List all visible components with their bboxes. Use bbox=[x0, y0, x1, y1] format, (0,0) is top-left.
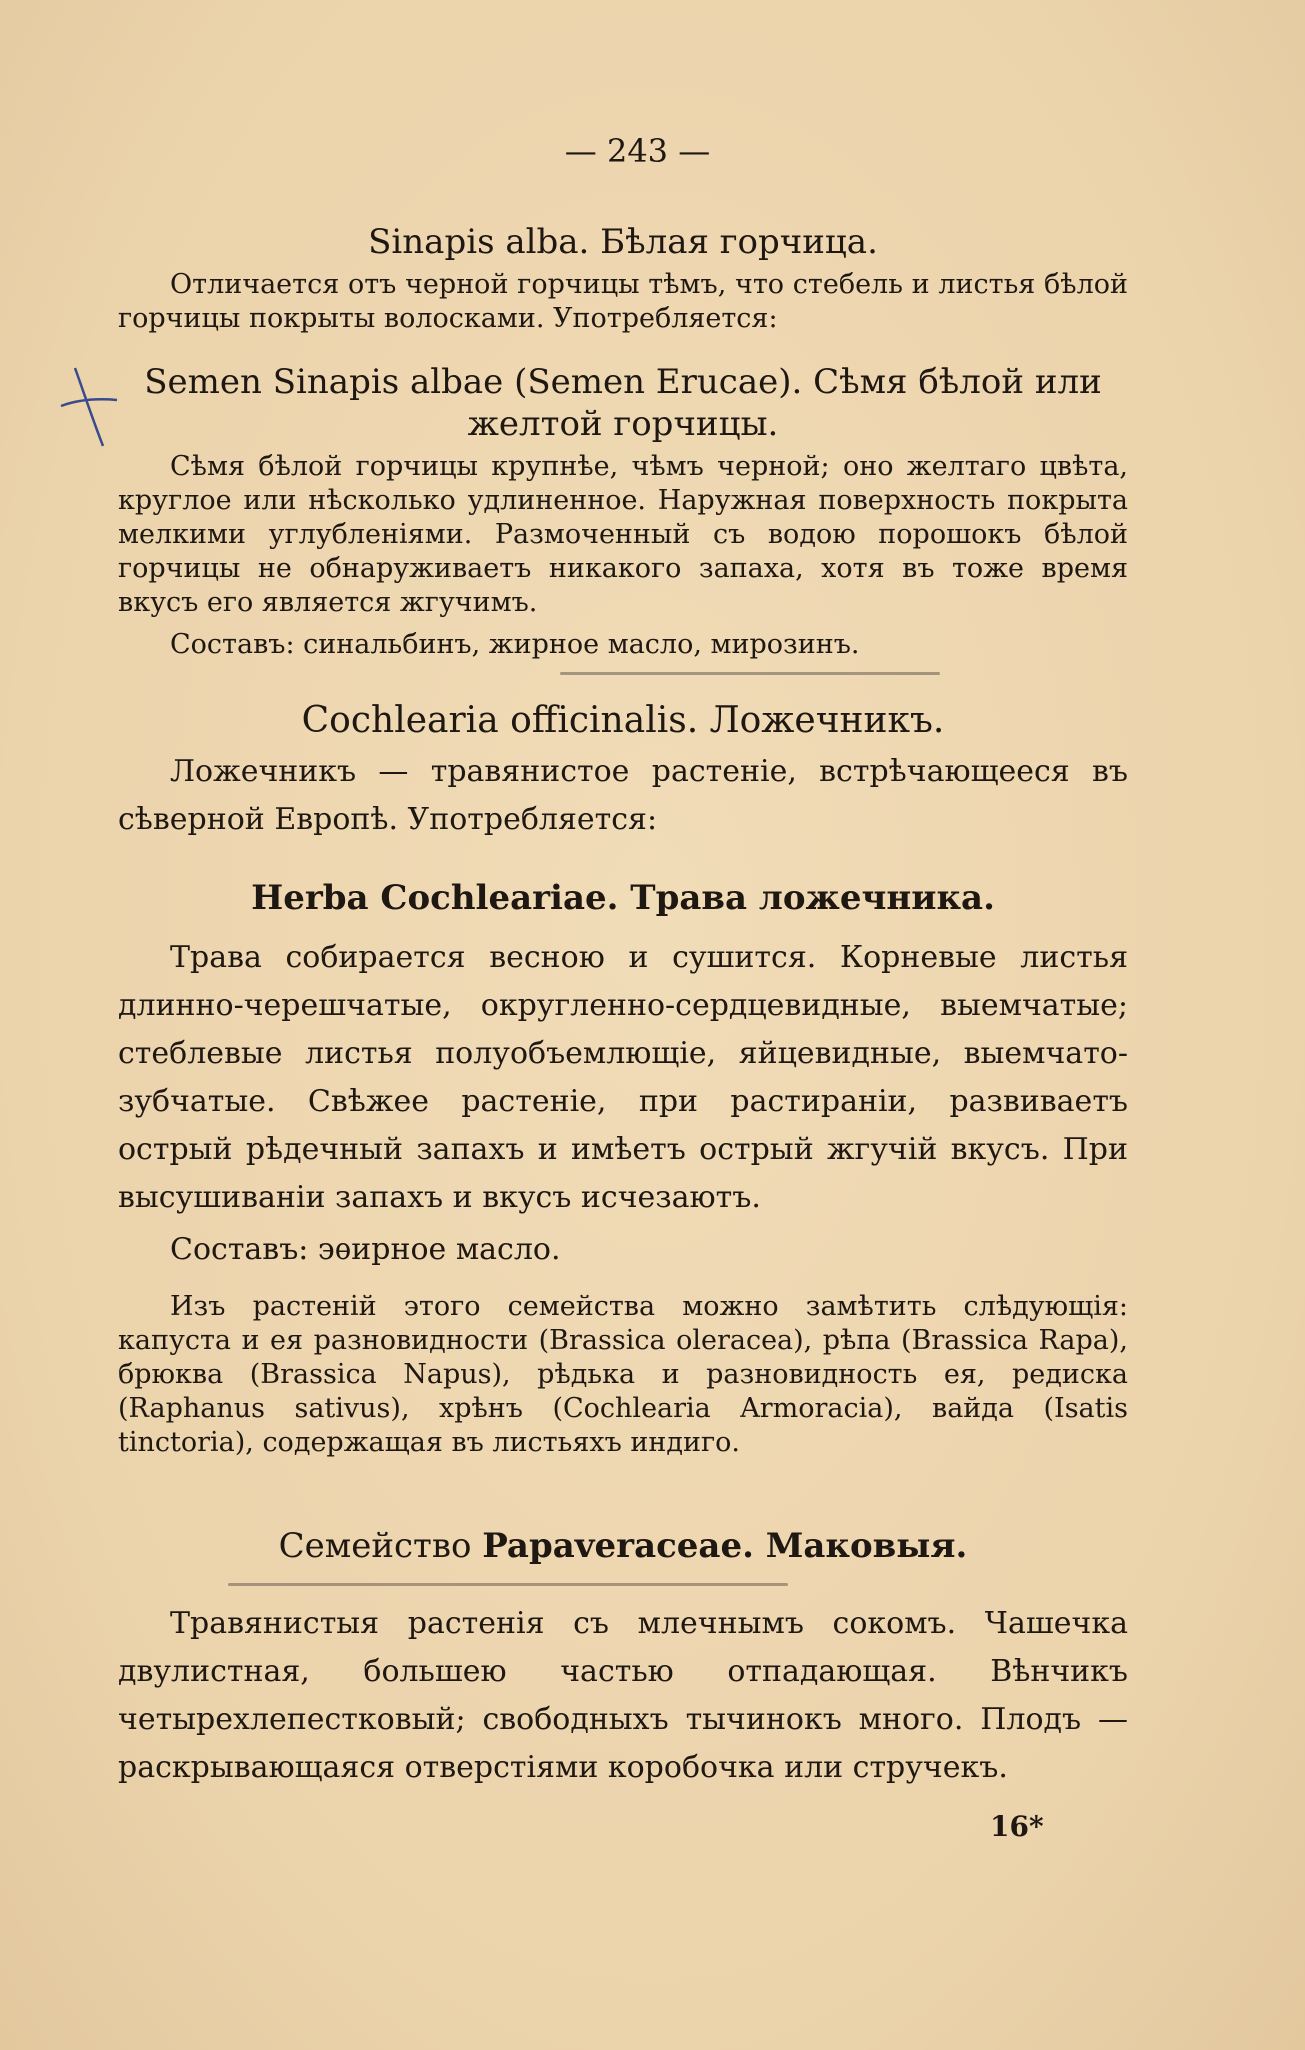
signature-mark: 16* bbox=[990, 1810, 1044, 1843]
papaveraceae-description: Травянистыя растенія съ млечнымъ сокомъ. Чашечка двулистная, большею частью отпадающая. Вѣнчикъ четырехлепестковый; свободныхъ тычинокъ много. Плодъ — раскрывающаяся отверстіями коробочка или стручекъ. bbox=[118, 1606, 1128, 1785]
papaveraceae-heading-name: Papaveraceae. Маковыя. bbox=[482, 1526, 968, 1566]
family-note: Изъ растеній этого семейства можно замѣтить слѣдующія: капуста и ея разновидности (Brassica oleracea), рѣпа (Brassica Rapa), брюква (Brassica Napus), рѣдька и разновидность ея, редиска (Raphanus sativus), хрѣнъ (Cochlearia Armoracia), вайда (Isatis tinctoria), содержащая въ листьяхъ индиго. bbox=[118, 1291, 1128, 1458]
cochlearia-herba-heading: Herba Cochleariae. Трава ложечника. bbox=[251, 878, 995, 918]
sinapis-semen-heading-line1: Semen Sinapis albae (Semen Erucae). Сѣмя бѣлой или bbox=[144, 362, 1102, 402]
sinapis-heading: Sinapis alba. Бѣлая горчица. bbox=[368, 222, 878, 262]
section-divider bbox=[560, 672, 940, 675]
cochlearia-description: Трава собирается весною и сушится. Корневые листья длинно-черешчатые, округленно-сердцевидные, выемчатые; стеблевые листья полуобъемлющіе, яйцевидные, выемчато-зубчатые. Свѣжее растеніе, при растираніи, развиваетъ острый рѣдечный запахъ и имѣетъ острый жгучій вкусъ. При высушиваніи запахъ и вкусъ исчезаютъ. bbox=[118, 940, 1128, 1215]
sinapis-intro: Отличается отъ черной горчицы тѣмъ, что стебель и листья бѣлой горчицы покрыты волосками. Употребляется: bbox=[118, 269, 1128, 334]
section-underline bbox=[228, 1583, 788, 1586]
cochlearia-intro: Ложечникъ — травянистое растеніе, встрѣчающееся въ сѣверной Европѣ. Употребляется: bbox=[118, 754, 1128, 837]
sinapis-description: Сѣмя бѣлой горчицы крупнѣе, чѣмъ черной; оно желтаго цвѣта, круглое или нѣсколько удлиненное. Наружная поверхность покрыта мелкими углубленіями. Размоченный съ водою порошокъ бѣлой горчицы не обнаруживаетъ никакого запаха, хотя въ тоже время вкусъ его является жгучимъ. bbox=[118, 451, 1128, 618]
sinapis-composition: Составъ: синальбинъ, жирное масло, мирозинъ. bbox=[170, 629, 860, 660]
papaveraceae-heading bbox=[118, 1526, 1128, 1566]
papaveraceae-heading-prefix: Семейство bbox=[278, 1526, 483, 1566]
cochlearia-heading: Cochlearia officinalis. Ложечникъ. bbox=[301, 700, 945, 741]
sinapis-semen-heading-line2: желтой горчицы. bbox=[467, 404, 779, 444]
page-number: — 243 — bbox=[564, 132, 711, 170]
handwritten-cross-mark-icon bbox=[55, 360, 125, 450]
cochlearia-composition: Составъ: эѳирное масло. bbox=[170, 1232, 561, 1267]
